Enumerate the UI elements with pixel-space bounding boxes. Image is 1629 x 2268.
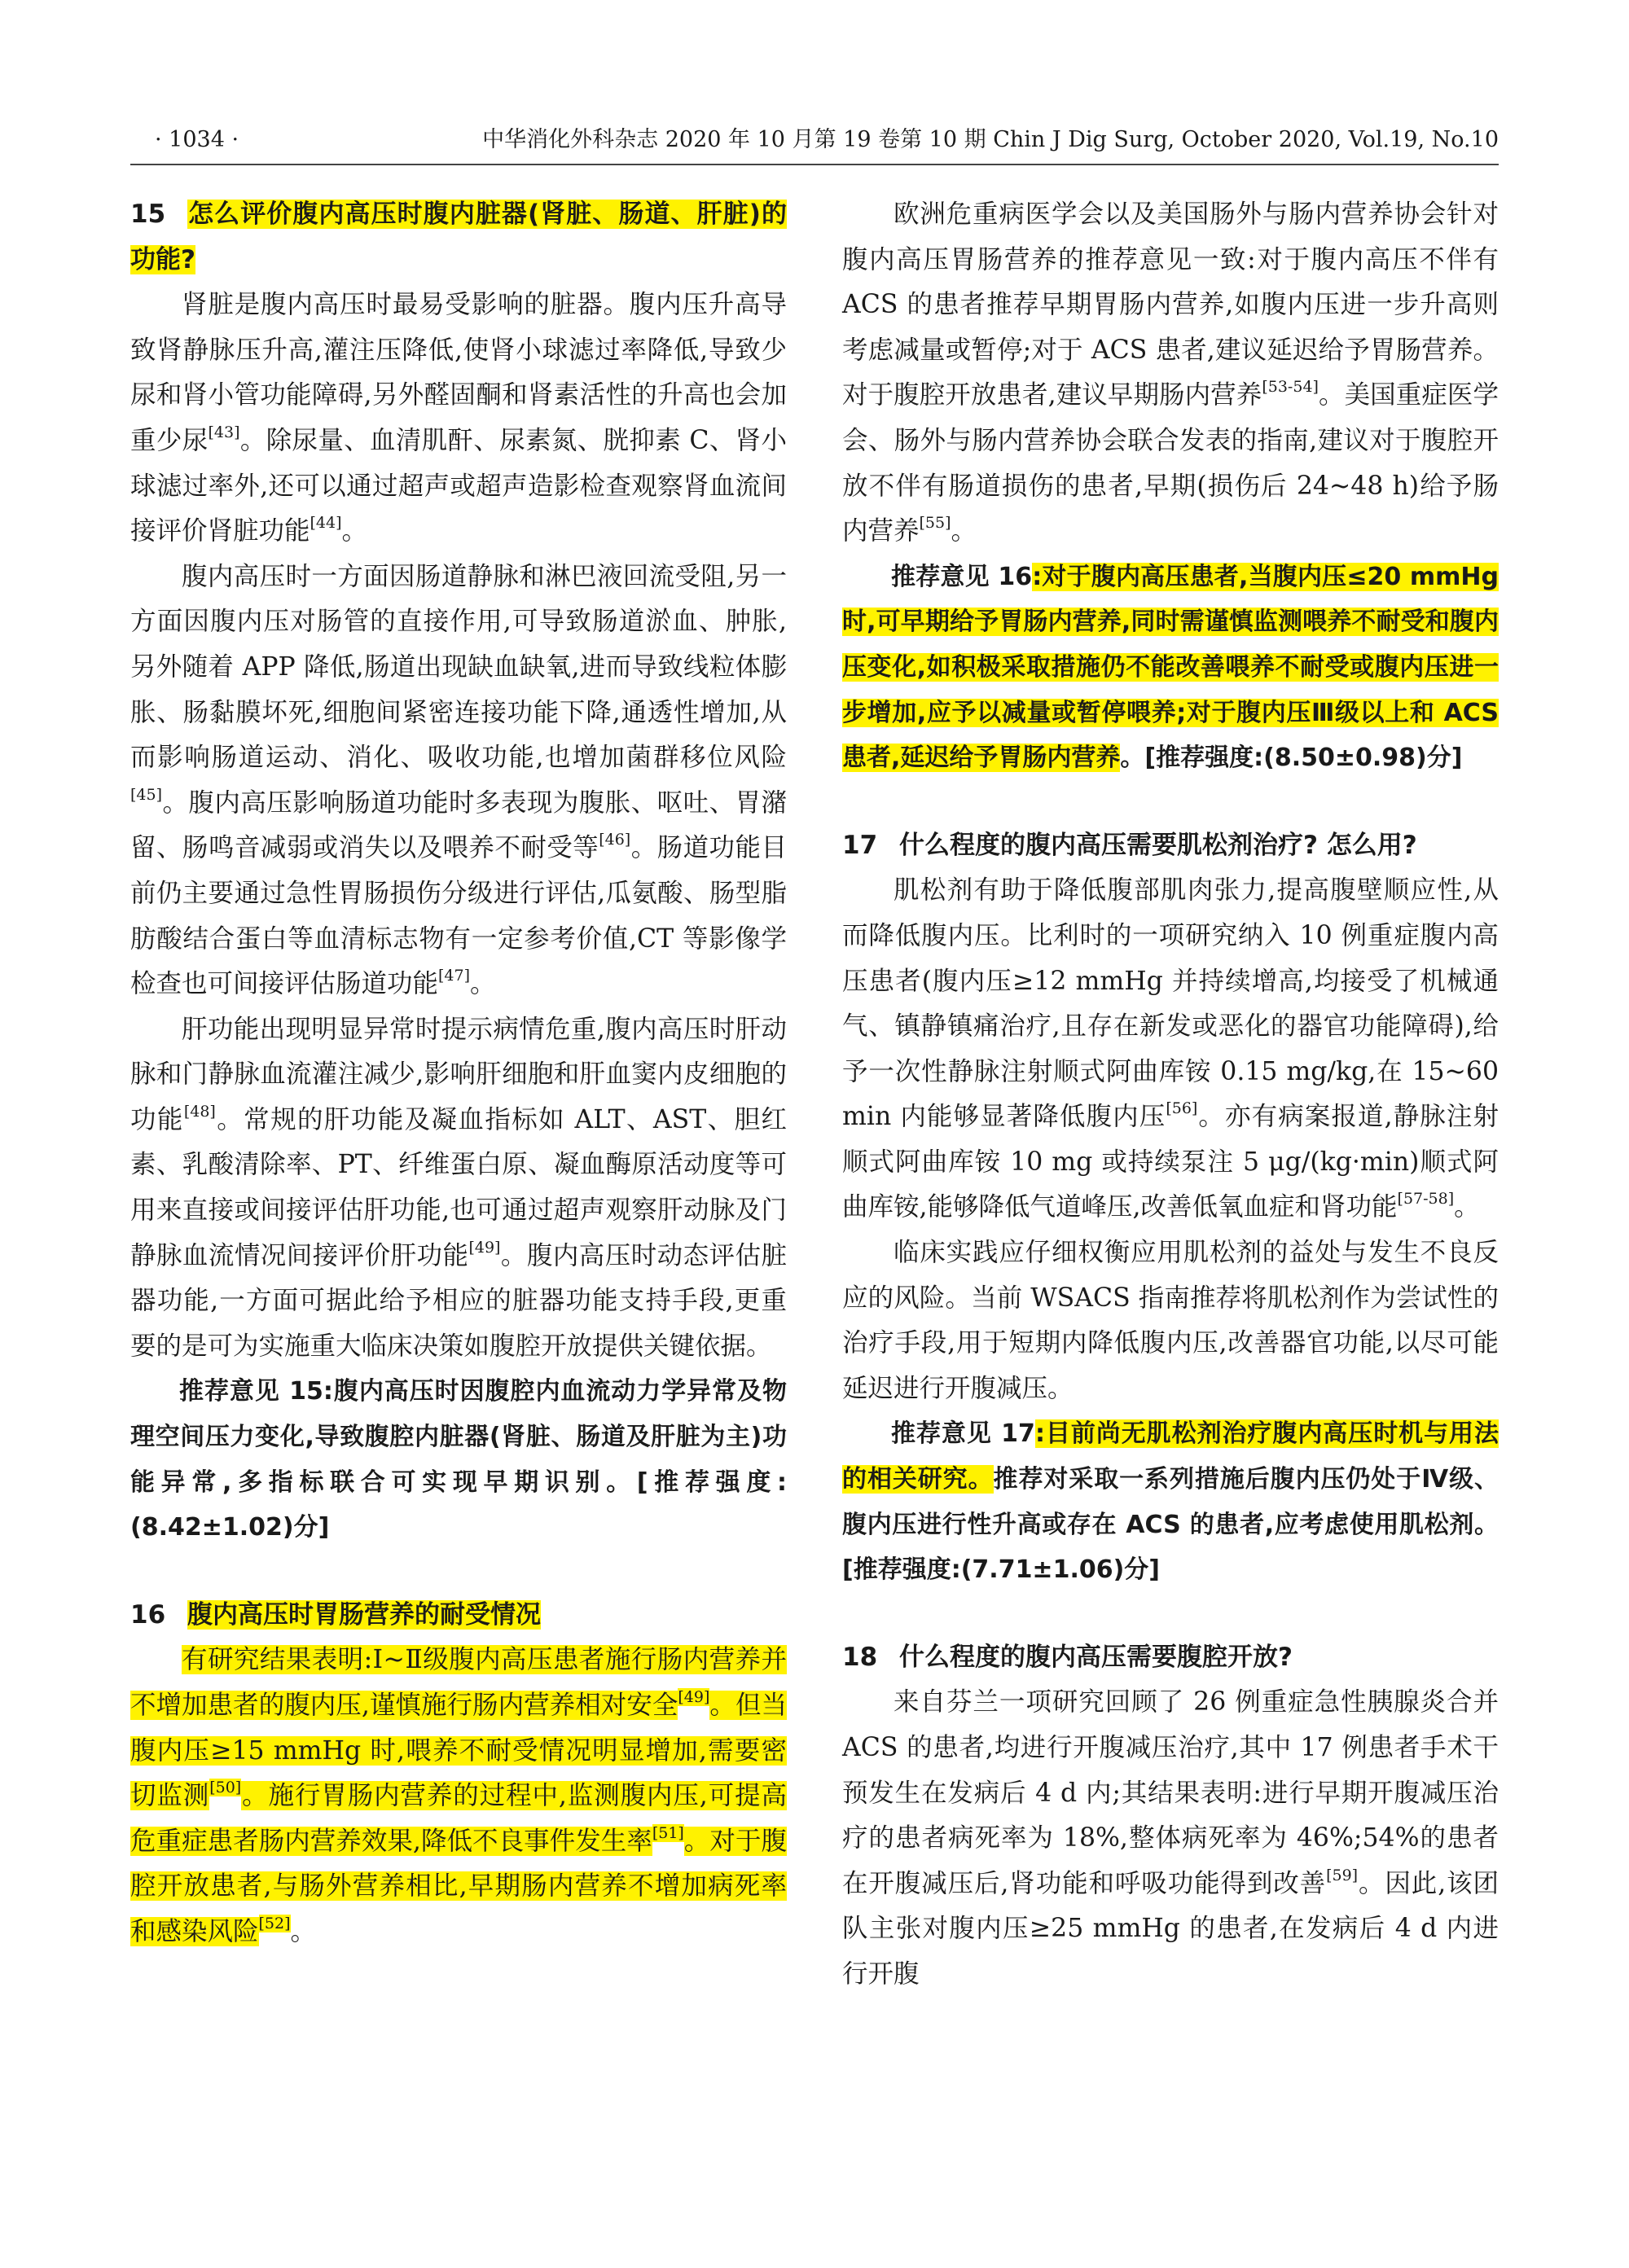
text: 肝功能出现明显异常时提示病情危重,腹内高压时肝动脉和门静脉血流灌注减少,影响肝细胞和肝血窦内皮细胞的功能 xyxy=(130,1014,787,1134)
section-title: 怎么评价腹内高压时腹内脏器(肾脏、肠道、肝脏)的功能? xyxy=(130,200,787,274)
text: 。 xyxy=(951,516,977,546)
text: 肌松剂有助于降低腹部肌肉张力,提高腹壁顺应性,从而降低腹内压。比利时的一项研究纳入 10 例重症腹内高压患者(腹内压≥12 mmHg 并持续增高,均接受了机械通气、镇静镇痛治疗,且存在新发或恶化的器官功能障碍),给予一次性静脉注射顺式阿曲库铵 0.15 mg/kg,在 15~60 min 内能够显著降低腹内压 xyxy=(842,875,1499,1132)
citation: [51] xyxy=(652,1823,684,1842)
section-17-heading xyxy=(842,823,1499,869)
text: 。 xyxy=(470,969,496,999)
section-18-heading xyxy=(842,1635,1499,1681)
section-title: 腹内高压时胃肠营养的耐受情况 xyxy=(187,1599,541,1630)
text: 腹内高压时一方面因肠道静脉和淋巴液回流受阻,另一方面因腹内压对肠管的直接作用,可导致肠道淤血、肿胀,另外随着 APP 降低,肠道出现缺血缺氧,进而导致线粒体膨胀、肠黏膜坏死,细胞间紧密连接功能下降,通透性增加,从而影响肠道运动、消化、吸收功能,也增加菌群移位风险 xyxy=(130,561,787,773)
citation: [59] xyxy=(1326,1866,1359,1884)
text: 。腹内高压影响肠道功能时多表现为腹胀、呕吐、胃潴留、肠鸣音减弱或消失以及喂养不耐受等 xyxy=(130,787,787,863)
citation: [57-58] xyxy=(1397,1190,1455,1209)
text: 。 xyxy=(341,516,368,546)
section-number: 18 xyxy=(842,1642,878,1672)
text: 。腹内高压时动态评估脏器功能,一方面可据此给予相应的脏器功能支持手段,更重要的是可为实施重大临床决策如腹腔开放提供关键依据。 xyxy=(130,1240,787,1361)
citation: [46] xyxy=(599,831,631,849)
section-number: 15 xyxy=(130,200,166,229)
text: 。除尿量、血清肌酐、尿素氮、胱抑素 C、肾小球滤过率外,还可以通过超声或超声造影检查观察肾血流间接评价肾脏功能 xyxy=(130,425,787,546)
citation: [50] xyxy=(209,1778,242,1796)
text: 。 xyxy=(1454,1192,1480,1222)
text: 。但当腹内压≥15 mmHg 时,喂养不耐受情况明显增加,需要密切监测 xyxy=(130,1691,787,1811)
citation: [43] xyxy=(208,423,240,441)
header-rule xyxy=(130,164,1499,165)
text: 。[推荐强度:(8.50±0.98)分] xyxy=(1120,744,1463,773)
citation: [53-54] xyxy=(1262,378,1319,397)
running-header xyxy=(130,122,1499,158)
text: 欧洲危重病医学会以及美国肠外与肠内营养协会针对腹内高压胃肠营养的推荐意见一致:对于腹内高压不伴有 ACS 的患者推荐早期胃肠内营养,如腹内压进一步升高则考虑减量或暂停;对于 ACS 患者,建议延迟给予胃肠营养。对于腹腔开放患者,建议早期肠内营养 xyxy=(842,200,1499,410)
paragraph xyxy=(130,555,787,1007)
citation: [47] xyxy=(438,966,471,985)
citation: [49] xyxy=(678,1687,710,1706)
paragraph xyxy=(842,1680,1499,1997)
paragraph xyxy=(842,192,1499,555)
paragraph xyxy=(130,1007,787,1370)
recommendation-16 xyxy=(842,555,1499,781)
recommendation-17 xyxy=(842,1411,1499,1592)
page-number: · 1034 · xyxy=(155,127,239,152)
text: 推荐意见 16 xyxy=(891,562,1033,591)
text: 有研究结果表明:Ⅰ~Ⅱ级腹内高压患者施行肠内营养并不增加患者的腹内压,谨慎施行肠内营养相对安全 xyxy=(130,1645,787,1720)
paragraph xyxy=(130,283,787,555)
recommendation-15: 推荐意见 15:腹内高压时因腹腔内血流动力学异常及物理空间压力变化,导致腹腔内脏器(肾脏、肠道及肝脏为主)功能异常,多指标联合可实现早期识别。[推荐强度:(8.42±1.02)分] xyxy=(130,1377,787,1542)
paragraph xyxy=(842,868,1499,1231)
journal-info: 中华消化外科杂志 2020 年 10 月第 19 卷第 10 期 Chin J Dig Surg, October 2020, Vol.19, No.10 xyxy=(482,127,1499,152)
section-16-heading xyxy=(130,1593,787,1638)
text: 。施行胃肠内营养的过程中,监测腹内压,可提高危重症患者肠内营养效果,降低不良事件发生率 xyxy=(130,1781,787,1856)
text: :对于腹内高压患者,当腹内压≤20 mmHg 时,可早期给予胃肠内营养,同时需谨慎监测喂养不耐受和腹内压变化,如积极采取措施仍不能改善喂养不耐受或腹内压进一步增加,应予以减量或暂停喂养;对于腹内压Ⅲ级以上和 ACS 患者,延迟给予胃肠内营养 xyxy=(842,562,1499,773)
text: 。亦有病案报道,静脉注射顺式阿曲库铵 10 mg 或持续泵注 5 μg/(kg·min)顺式阿曲库铵,能够降低气道峰压,改善低氧血症和肾功能 xyxy=(842,1102,1499,1222)
section-title: 什么程度的腹内高压需要腹腔开放? xyxy=(899,1642,1293,1672)
citation: [48] xyxy=(183,1102,216,1121)
text: 推荐对采取一系列措施后腹内压仍处于Ⅳ级、腹内压进行性升高或存在 ACS 的患者,应考虑使用肌松剂。[推荐强度:(7.71±1.06)分] xyxy=(842,1465,1499,1585)
text: 。肠道功能目前仍主要通过急性胃肠损伤分级进行评估,瓜氨酸、肠型脂肪酸结合蛋白等血清标志物有一定参考价值,CT 等影像学检查也可间接评估肠道功能 xyxy=(130,833,787,999)
citation: [52] xyxy=(258,1914,291,1932)
citation: [56] xyxy=(1166,1099,1198,1118)
text: 推荐意见 17 xyxy=(891,1419,1035,1449)
section-number: 17 xyxy=(842,830,878,860)
text: 。因此,该团队主张对腹内压≥25 mmHg 的患者,在发病后 4 d 内进行开腹 xyxy=(842,1868,1499,1989)
text: 。 xyxy=(290,1916,317,1946)
text: :目前尚无肌松剂治疗腹内高压时机与用法的相关研究。 xyxy=(842,1419,1499,1494)
section-title: 什么程度的腹内高压需要肌松剂治疗? 怎么用? xyxy=(899,830,1417,860)
paragraph: 临床实践应仔细权衡应用肌松剂的益处与发生不良反应的风险。当前 WSACS 指南推荐将肌松剂作为尝试性的治疗手段,用于短期内降低腹内压,改善器官功能,以尽可能延迟进行开腹减压。 xyxy=(842,1238,1499,1403)
paragraph xyxy=(130,1638,787,1954)
citation: [45] xyxy=(130,785,163,804)
text: 肾脏是腹内高压时最易受影响的脏器。腹内压升高导致肾静脉压升高,灌注压降低,使肾小球滤过率降低,导致少尿和肾小管功能障碍,另外醛固酮和肾素活性的升高也会加重少尿 xyxy=(130,290,787,455)
text: 。美国重症医学会、肠外与肠内营养协会联合发表的指南,建议对于腹腔开放不伴有肠道损伤的患者,早期(损伤后 24~48 h)给予肠内营养 xyxy=(842,380,1499,546)
text: 。常规的肝功能及凝血指标如 ALT、AST、胆红素、乳酸清除率、PT、纤维蛋白原、凝血酶原活动度等可用来直接或间接评估肝功能,也可通过超声观察肝动脉及门静脉血流情况间接评价肝功能 xyxy=(130,1104,787,1270)
section-number: 16 xyxy=(130,1599,166,1630)
right-column xyxy=(842,192,1499,1998)
left-column xyxy=(130,192,787,1955)
citation: [49] xyxy=(468,1238,501,1257)
citation: [55] xyxy=(919,513,951,532)
section-15-heading xyxy=(130,192,787,283)
text: 。对于腹腔开放患者,与肠外营养相比,早期肠内营养不增加病死率和感染风险 xyxy=(130,1826,787,1946)
citation: [44] xyxy=(310,513,342,532)
text: 来自芬兰一项研究回顾了 26 例重症急性胰腺炎合并 ACS 的患者,均进行开腹减压治疗,其中 17 例患者手术干预发生在发病后 4 d 内;其结果表明:进行早期开腹减压治疗的患者病死率为 18%,整体病死率为 46%;54%的患者在开腹减压后,肾功能和呼吸功能得到改善 xyxy=(842,1687,1499,1898)
